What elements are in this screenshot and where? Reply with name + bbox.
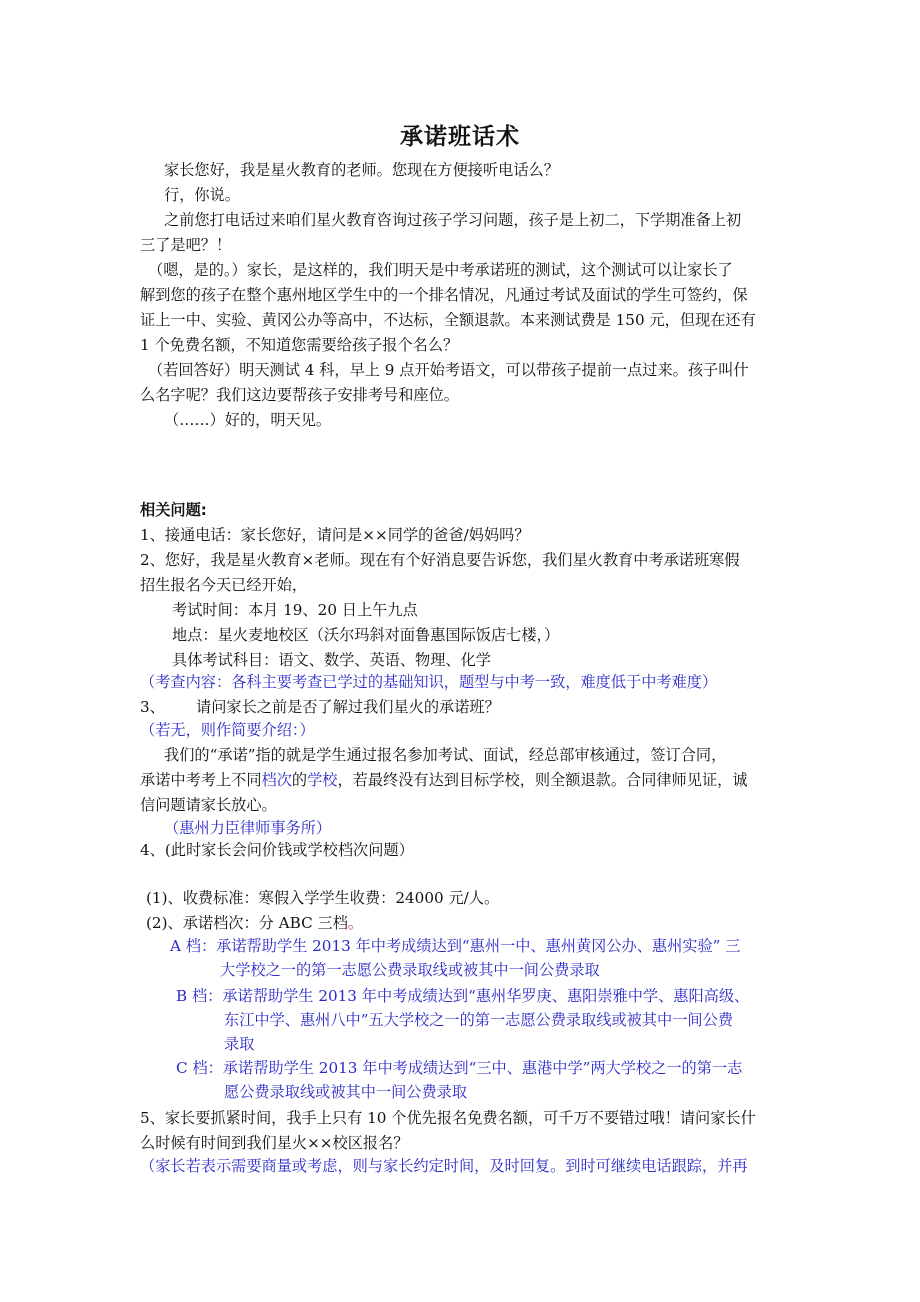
faq-item: 招生报名今天已经开始， (140, 576, 308, 594)
text-run: 。 (347, 914, 364, 932)
tier-b: 录取 (224, 1035, 255, 1053)
tier-b: 东江中学、惠州八中”五大学校之一的第一志愿公费录取线或被其中一间公费 (224, 1011, 733, 1029)
script-line: 解到您的孩子在整个惠州地区学生中的一个排名情况，凡通过考试及面试的学生可签约，保 (140, 286, 748, 304)
faq-item: 请问家长之前是否了解过我们星火的承诺班？ (196, 698, 500, 716)
faq-item: 1、接通电话：家长您好，请问是××同学的爸爸/妈妈吗？ (140, 526, 530, 544)
commitment-paragraph: 我们的“承诺”指的就是学生通过报名参加考试、面试，经总部审核通过，签订合同， (164, 746, 727, 764)
script-line: （若回答好）明天测试 4 科，早上 9 点开始考语文，可以带孩子提前一点过来。孩子叫什 (148, 361, 749, 379)
script-line: 之前您打电话过来咱们星火教育咨询过孩子学习问题，孩子是上初二，下学期准备上初 (164, 211, 742, 229)
tier-c: 愿公费录取线或被其中一间公费录取 (224, 1083, 467, 1101)
tier-a: A 档：承诺帮助学生 2013 年中考成绩达到“惠州一中、惠州黄冈公办、惠州实验” 三 (170, 937, 741, 955)
tier-intro (146, 913, 363, 933)
script-line: 家长您好，我是星火教育的老师。您现在方便接听电话么？ (164, 161, 559, 179)
script-line: 行，你说。 (164, 186, 240, 204)
commitment-paragraph: 信问题请家长放心。 (140, 796, 277, 814)
page-title: 承诺班话术 (400, 124, 520, 150)
text-run: 档次 (261, 771, 292, 789)
text-run: 承诺中考考上不同 (140, 771, 262, 789)
followup-note: （家长若表示需要商量或考虑，则与家长约定时间，及时回复。到时可继续电话跟踪，并再 (140, 1157, 748, 1175)
tier-a: 大学校之一的第一志愿公费录取线或被其中一间公费录取 (220, 961, 600, 979)
tier-b: B 档：承诺帮助学生 2013 年中考成绩达到“惠州华罗庚、惠阳崇雅中学、惠阳高级、 (176, 987, 750, 1005)
script-line: （嗯，是的。）家长，是这样的，我们明天是中考承诺班的测试，这个测试可以让家长了 (148, 261, 733, 279)
text-run: 的 (291, 771, 308, 789)
exam-location: 地点：星火麦地校区（沃尔玛斜对面鲁惠国际饭店七楼，） (172, 626, 560, 644)
script-line: 1 个免费名额，不知道您需要给孩子报个名么？ (140, 336, 459, 354)
commitment-paragraph (140, 770, 748, 790)
faq-item-number: 3、 (140, 698, 165, 716)
faq-heading: 相关问题: (140, 501, 207, 519)
intro-note: （若无，则作简要介绍：） (140, 721, 315, 739)
script-line: 么名字呢？我们这边要帮孩子安排考号和座位。 (140, 386, 459, 404)
faq-item: 么时候有时间到我们星火××校区报名？ (140, 1134, 409, 1152)
tier-c: C 档：承诺帮助学生 2013 年中考成绩达到“三中、惠港中学”两大学校之一的第一志 (176, 1059, 743, 1077)
faq-item: 4、(此时家长会问价钱或学校档次问题） (140, 841, 414, 859)
text-run: 学校 (307, 771, 338, 789)
script-line: （……）好的，明天见。 (164, 411, 332, 429)
faq-item: 5、家长要抓紧时间，我手上只有 10 个优先报名免费名额，可千万不要错过哦！请问家长什 (140, 1109, 756, 1127)
faq-item: 2、您好，我是星火教育×老师。现在有个好消息要告诉您，我们星火教育中考承诺班寒假 (140, 551, 740, 569)
content-note: （考查内容：各科主要考查已学过的基础知识，题型与中考一致，难度低于中考难度） (140, 673, 718, 691)
law-firm-note: （惠州力臣律师事务所） (164, 819, 332, 837)
script-line: 证上一中、实验、黄冈公办等高中，不达标，全额退款。本来测试费是 150 元，但现在还有 (140, 311, 756, 329)
text-run: ，若最终没有达到目标学校，则全额退款。合同律师见证，诚 (337, 771, 748, 789)
exam-subjects: 具体考试科目：语文、数学、英语、物理、化学 (172, 651, 491, 669)
fee-standard: (1)、收费标准：寒假入学学生收费：24000 元/人。 (146, 889, 500, 907)
exam-time: 考试时间：本月 19、20 日上午九点 (172, 601, 418, 619)
text-run: (2)、承诺档次：分 ABC 三档 (146, 914, 348, 932)
script-line: 三了是吧？！ (140, 236, 232, 254)
